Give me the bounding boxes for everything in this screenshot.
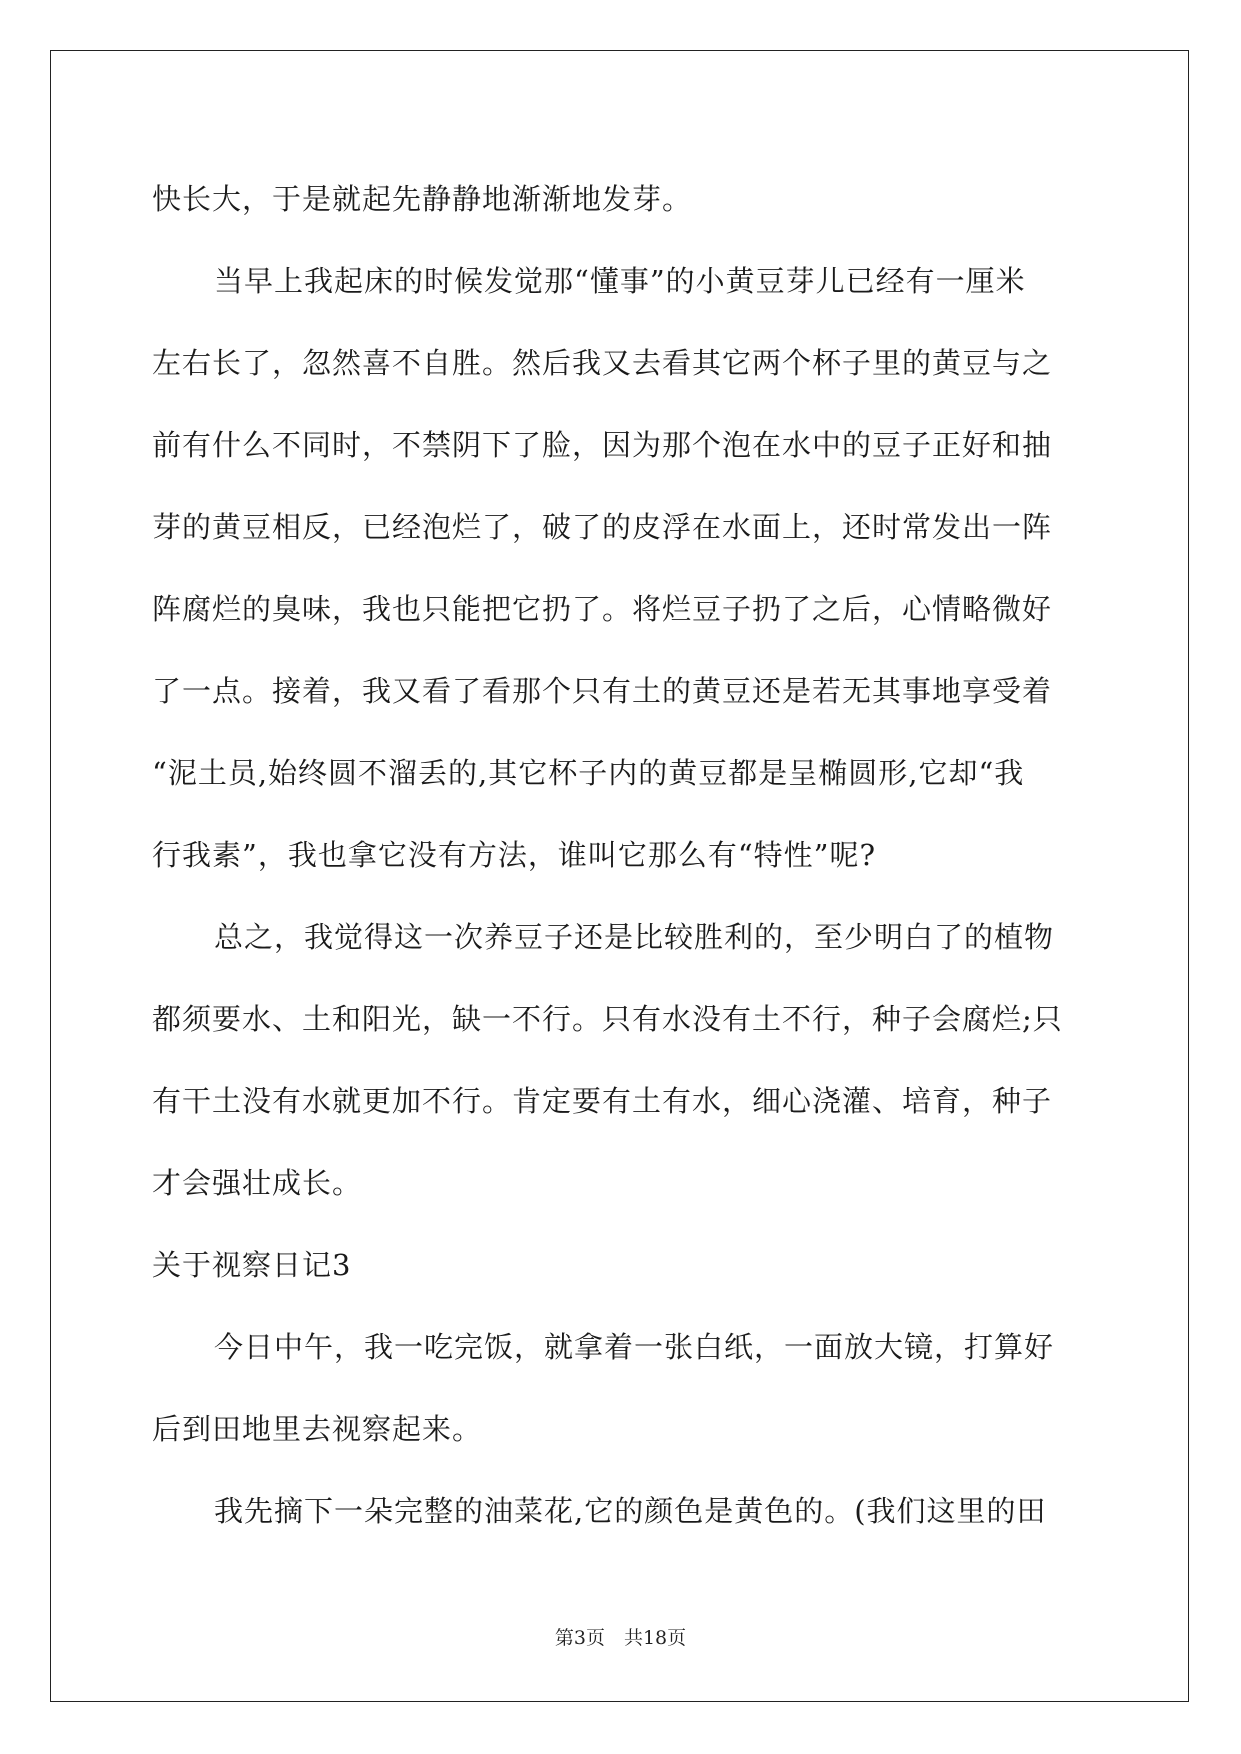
text-line: 后到田地里去视察起来。	[152, 1412, 483, 1446]
text-line: 行我素”，我也拿它没有方法，谁叫它那么有“特性”呢?	[152, 838, 877, 872]
text-line: 有干土没有水就更加不行。肯定要有土有水，细心浇灌、培育，种子	[152, 1084, 1053, 1118]
text-line: 了一点。接着，我又看了看那个只有土的黄豆还是若无其事地享受着	[152, 674, 1053, 708]
section-heading: 关于视察日记3	[152, 1248, 352, 1282]
paragraph-start-line: 今日中午，我一吃完饭，就拿着一张白纸，一面放大镜，打算好	[214, 1330, 1055, 1364]
paragraph-start-line: 我先摘下一朵完整的油菜花,它的颜色是黄色的。(我们这里的田	[214, 1494, 1047, 1528]
text-line: 前有什么不同时，不禁阴下了脸，因为那个泡在水中的豆子正好和抽	[152, 428, 1053, 462]
text-line: 芽的黄豆相反，已经泡烂了，破了的皮浮在水面上，还时常发出一阵	[152, 510, 1053, 544]
text-line: 阵腐烂的臭味，我也只能把它扔了。将烂豆子扔了之后，心情略微好	[152, 592, 1053, 626]
text-line: 都须要水、土和阳光，缺一不行。只有水没有土不行，种子会腐烂;只	[152, 1002, 1063, 1036]
document-body	[152, 158, 1087, 1552]
text-line: 左右长了，忽然喜不自胜。然后我又去看其它两个杯子里的黄豆与之	[152, 346, 1053, 380]
page-number-footer: 第3页 共18页	[554, 1627, 687, 1649]
text-line: “泥土员,始终圆不溜丢的,其它杯子内的黄豆都是呈椭圆形,它却“我	[152, 756, 1025, 790]
text-line: 才会强壮成长。	[152, 1166, 363, 1200]
paragraph-start-line: 当早上我起床的时候发觉那“懂事”的小黄豆芽儿已经有一厘米	[214, 264, 1026, 298]
paragraph-start-line: 总之，我觉得这一次养豆子还是比较胜利的，至少明白了的植物	[214, 920, 1055, 954]
text-line: 快长大，于是就起先静静地渐渐地发芽。	[152, 182, 693, 216]
